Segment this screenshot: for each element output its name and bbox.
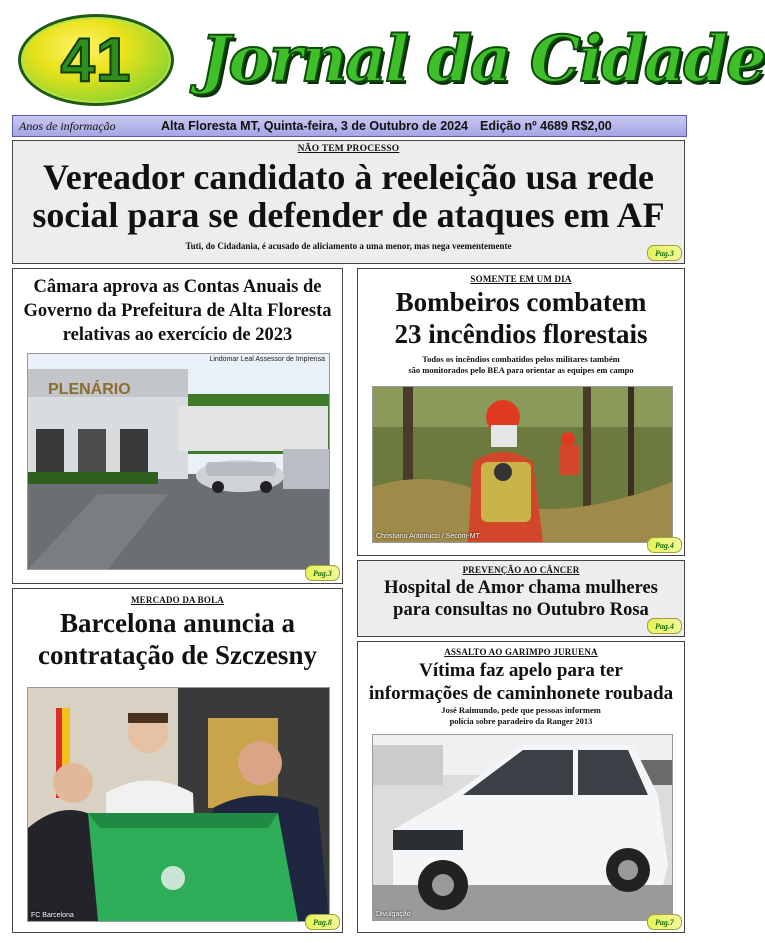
page-ref[interactable]: Pag.3 (647, 245, 682, 261)
garimpo-headline-line1: Vítima faz apelo para ter (419, 660, 623, 681)
edition-number: Edição nº 4689 R$2,00 (480, 119, 612, 133)
garimpo-headline-line2: informações de caminhonete roubada (368, 683, 674, 704)
bombeiros-headline-line2: 23 incêndios florestais (394, 319, 648, 349)
bombeiros-photo (372, 386, 673, 543)
masthead-title: Jornal da Cidade (200, 22, 765, 97)
photo-credit: Christiano Antonucci / Secom-MT (376, 533, 480, 540)
hospital-headline-line2: para consultas no Outubro Rosa (393, 600, 649, 620)
camara-headline-line1: Câmara aprova as Contas Anuais de (33, 277, 322, 297)
pickup-truck-image (373, 735, 672, 920)
lead-headline-line2: social para se defender de ataques em AF (32, 195, 665, 235)
anniversary-label: Anos de informação (19, 118, 116, 133)
barcelona-kicker: MERCADO DA BOLA (130, 595, 224, 605)
hospital-headline-line1: Hospital de Amor chama mulheres (384, 578, 658, 598)
barcelona-photo (27, 687, 330, 922)
camara-headline-line3: relativas ao exercício de 2023 (62, 325, 293, 345)
page-ref[interactable]: Pag.4 (647, 618, 682, 634)
plenario-sign: PLENÁRIO (48, 381, 131, 398)
camara-headline-line2: Governo da Prefeitura de Alta Floresta (23, 301, 332, 321)
barcelona-headline-line2: contratação de Szczesny (38, 640, 317, 670)
plenario-building-image (28, 354, 329, 569)
bombeiros-headline-line1: Bombeiros combatem (395, 287, 647, 317)
anniversary-badge (18, 14, 174, 106)
page-ref[interactable]: Pag.3 (305, 565, 340, 581)
garimpo-kicker: ASSALTO AO GARIMPO JURUENA (444, 647, 598, 657)
page-ref[interactable]: Pag.4 (647, 537, 682, 553)
garimpo-photo (372, 734, 673, 921)
hospital-kicker: PREVENÇÃO AO CÂNCER (462, 565, 580, 575)
bombeiros-kicker: SOMENTE EM UM DIA (470, 274, 572, 284)
lead-headline-line1: Vereador candidato à reeleição usa rede (43, 157, 654, 197)
lead-kicker: NÃO TEM PROCESSO (297, 144, 400, 154)
info-bar (12, 115, 687, 137)
barcelona-headline-line1: Barcelona anuncia a (59, 608, 296, 638)
page-ref[interactable]: Pag.8 (305, 914, 340, 930)
photo-credit: FC Barcelona (31, 912, 74, 919)
camara-story[interactable] (12, 268, 343, 584)
photo-credit: Lindomar Leal Assessor de Imprensa (209, 356, 325, 363)
lead-subhead: Tuti, do Cidadania, é acusado de aliciamento a uma menor, mas nega veementemente (185, 241, 512, 251)
camara-photo (27, 353, 330, 570)
lead-story[interactable] (12, 140, 685, 264)
bombeiros-story[interactable] (357, 268, 685, 556)
firefighter-image (373, 387, 672, 542)
bombeiros-sub-line1: Todos os incêndios combatidos pelos militares também (422, 354, 620, 364)
page-ref[interactable]: Pag.7 (647, 914, 682, 930)
garimpo-sub-line2: polícia sobre paradeiro da Ranger 2013 (449, 716, 593, 726)
barcelona-story[interactable] (12, 588, 343, 933)
bombeiros-sub-line2: são monitorados pelo BEA para orientar as equipes em campo (408, 365, 634, 375)
photo-credit: Divulgação (376, 911, 411, 918)
edition-date: Alta Floresta MT, Quinta-feira, 3 de Outubro de 2024 (161, 119, 469, 133)
garimpo-story[interactable] (357, 641, 685, 933)
signing-image (28, 688, 329, 921)
anniversary-number: 41 (60, 25, 132, 95)
hospital-story[interactable] (357, 560, 685, 637)
garimpo-sub-line1: José Raimundo, pede que pessoas informem (441, 705, 601, 715)
